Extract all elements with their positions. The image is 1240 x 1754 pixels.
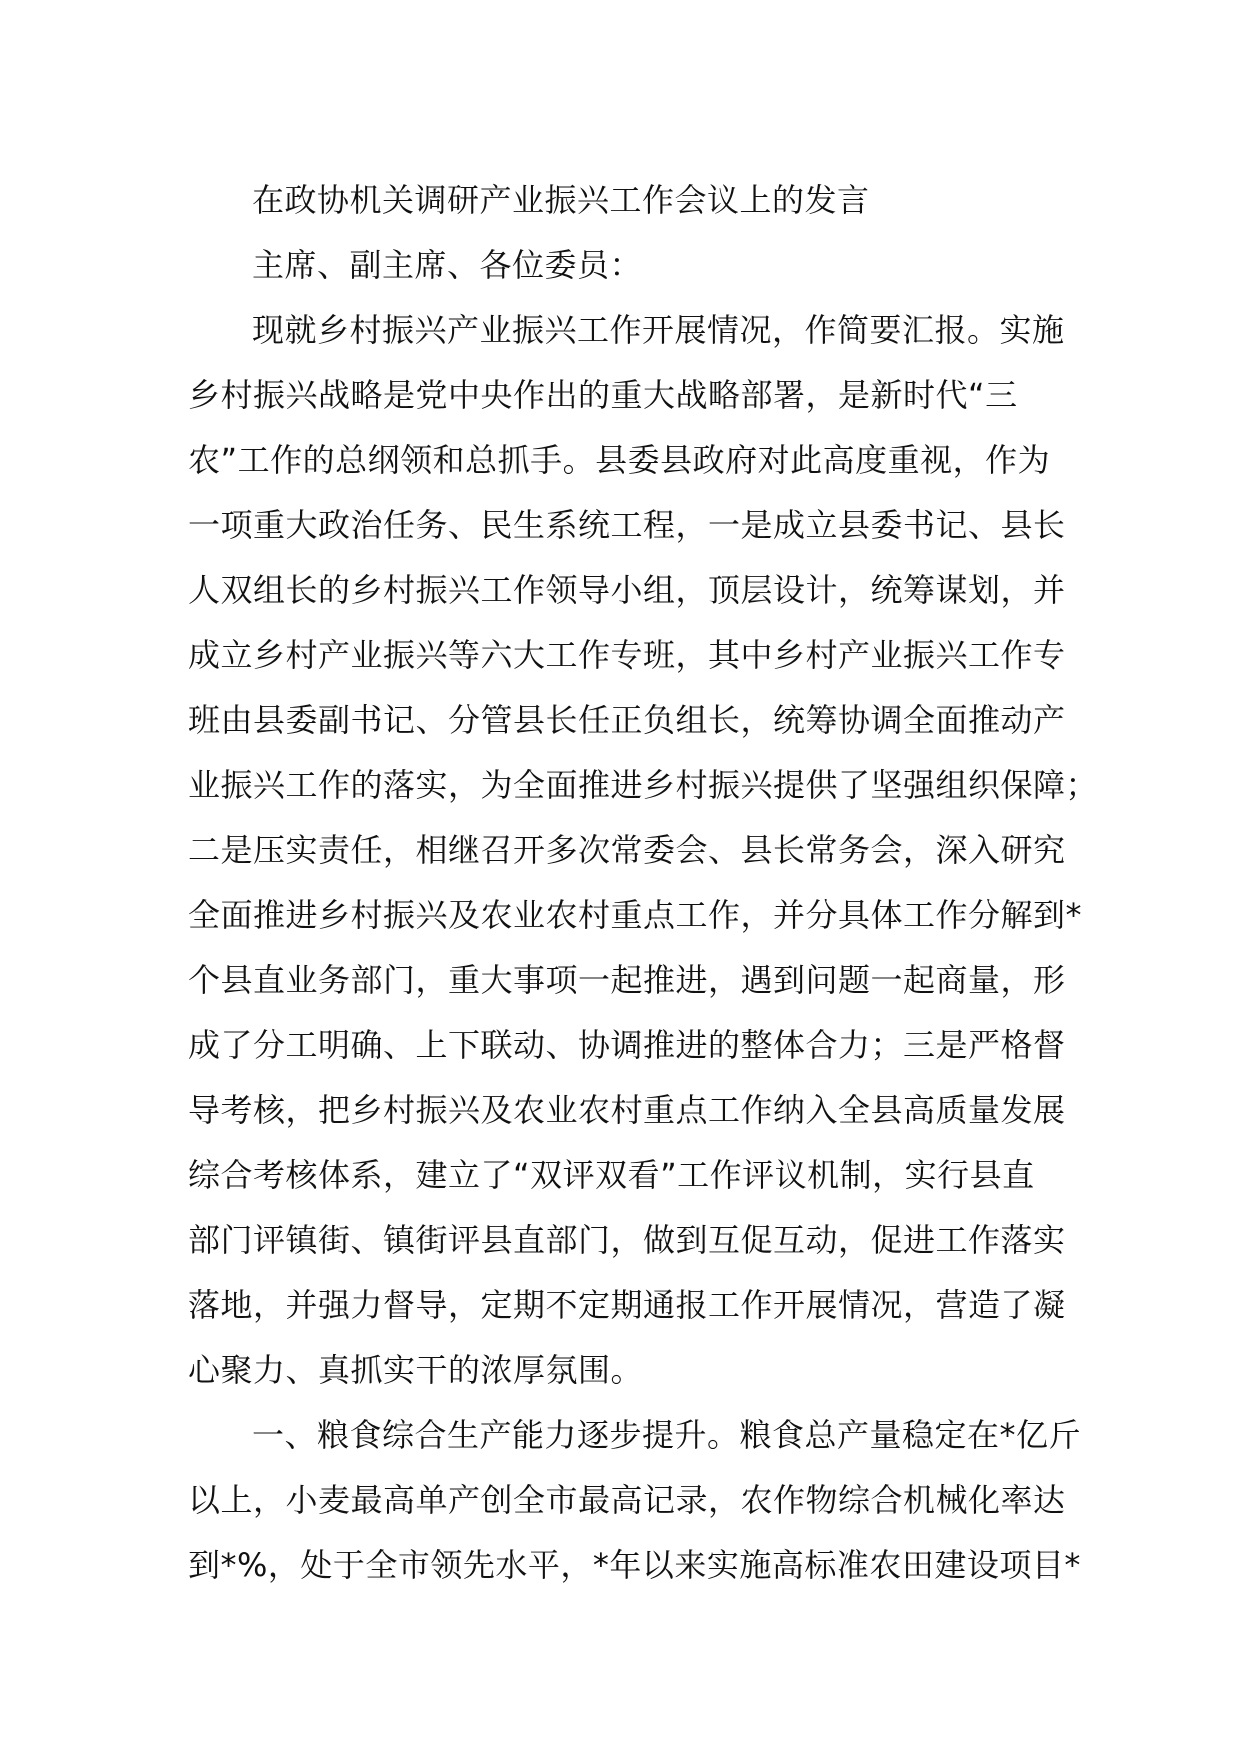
- paragraph-line: 班由县委副书记、分管县长任正负组长，统筹协调全面推动产: [188, 701, 1066, 739]
- paragraph-line: 现就乡村振兴产业振兴工作开展情况，作简要汇报。实施: [252, 311, 1065, 349]
- paragraph-line: 乡村振兴战略是党中央作出的重大战略部署，是新时代“三: [188, 376, 1018, 414]
- document-title: 在政协机关调研产业振兴工作会议上的发言: [252, 181, 870, 219]
- paragraph-line: 个县直业务部门，重大事项一起推进，遇到问题一起商量，形: [188, 961, 1066, 999]
- paragraph-line: 人双组长的乡村振兴工作领导小组，顶层设计，统筹谋划，并: [188, 571, 1066, 609]
- paragraph-line: 心聚力、真抓实干的浓厚氛围。: [188, 1351, 644, 1389]
- document-body: [188, 168, 1099, 1598]
- paragraph-line: 部门评镇街、镇街评县直部门，做到互促互动，促进工作落实: [188, 1221, 1066, 1259]
- paragraph-2: [188, 1403, 1082, 1598]
- paragraph-line: 全面推进乡村振兴及农业农村重点工作，并分具体工作分解到*: [188, 896, 1083, 934]
- paragraph-line: 一、粮食综合生产能力逐步提升。粮食总产量稳定在*亿斤: [252, 1416, 1082, 1454]
- paragraph-line: 成立乡村产业振兴等六大工作专班，其中乡村产业振兴工作专: [188, 636, 1066, 674]
- paragraph-line: 落地，并强力督导，定期不定期通报工作开展情况，营造了凝: [188, 1286, 1066, 1324]
- paragraph-line: 以上，小麦最高单产创全市最高记录，农作物综合机械化率达: [188, 1481, 1066, 1519]
- salutation: 主席、副主席、各位委员：: [252, 246, 643, 284]
- paragraph-line: 业振兴工作的落实，为全面推进乡村振兴提供了坚强组织保障；: [188, 766, 1099, 804]
- paragraph-line: 成了分工明确、上下联动、协调推进的整体合力；三是严格督: [188, 1026, 1066, 1064]
- paragraph-line: 导考核，把乡村振兴及农业农村重点工作纳入全县高质量发展: [188, 1091, 1066, 1129]
- paragraph-line: 到*%，处于全市领先水平，*年以来实施高标准农田建设项目*: [188, 1546, 1081, 1584]
- paragraph-1: [188, 298, 1099, 1403]
- paragraph-line: 二是压实责任，相继召开多次常委会、县长常务会，深入研究: [188, 831, 1066, 869]
- paragraph-line: 综合考核体系，建立了“双评双看”工作评议机制，实行县直: [188, 1156, 1035, 1194]
- paragraph-line: 一项重大政治任务、民生系统工程，一是成立县委书记、县长: [188, 506, 1066, 544]
- paragraph-line: 农”工作的总纲领和总抓手。县委县政府对此高度重视，作为: [188, 441, 1051, 479]
